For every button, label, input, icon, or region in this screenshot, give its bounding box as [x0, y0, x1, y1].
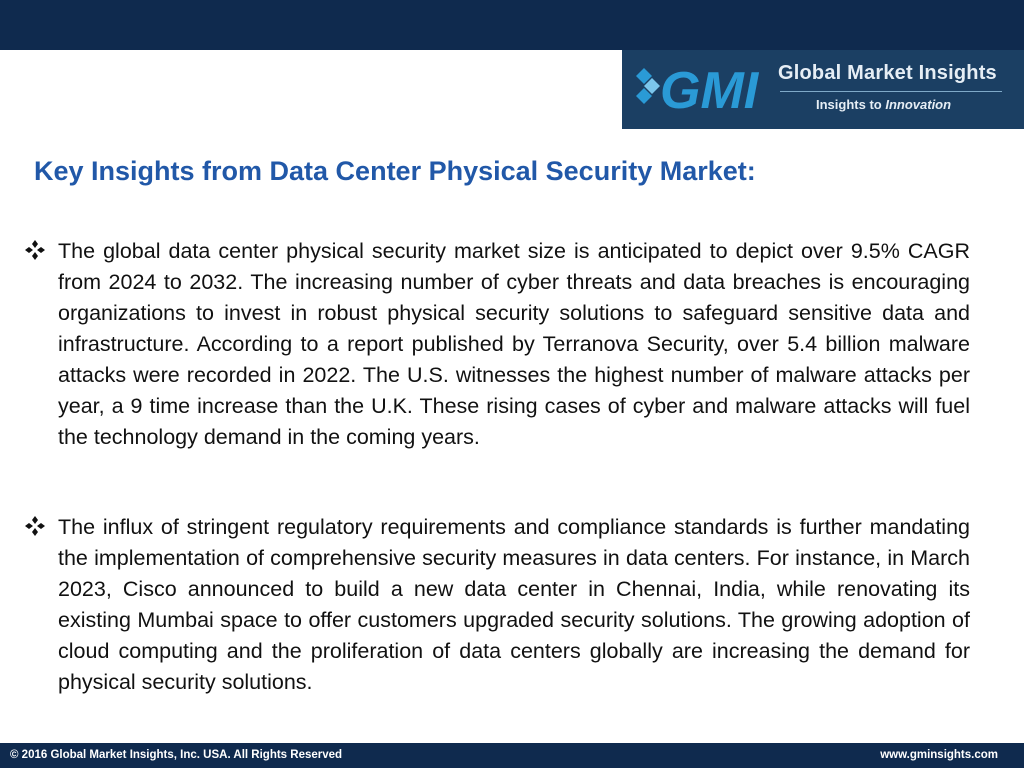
page-title: Key Insights from Data Center Physical Security Market: — [34, 156, 756, 186]
logo-company-name: Global Market Insights — [778, 62, 997, 84]
insight-bullet — [24, 236, 970, 453]
footer-copyright: © 2016 Global Market Insights, Inc. USA. All Rights Reserved — [10, 749, 343, 761]
diamond-bullet-icon — [24, 239, 46, 261]
logo-tagline-emphasis: Innovation — [885, 97, 952, 112]
gmi-logo-mark-icon — [630, 58, 780, 120]
insight-text: The influx of stringent regulatory requirements and compliance standards is further mandating the implementation of comprehensive security measures in data centers. For instance, in March 2023, Cisco announced to build a new data center in Chennai, India, while renovating its existing Mumbai space to offer customers upgraded security solutions. The growing adoption of cloud computing and the proliferation of data centers globally are increasing the demand for physical security solutions. — [58, 515, 970, 694]
gmi-logo — [622, 50, 1024, 129]
logo-tagline-prefix: Insights to — [816, 97, 886, 112]
footer-bar — [0, 743, 1024, 768]
logo-mark-text: GMI — [660, 62, 759, 120]
insight-text: The global data center physical security market size is anticipated to depict over 9.5% CAGR from 2024 to 2032. The increasing number of cyber threats and data breaches is encouraging organizations to invest in robust physical security solutions to safeguard sensitive data and infrastructure. According to a report published by Terranova Security, over 5.4 billion malware attacks were recorded in 2022. The U.S. witnesses the highest number of malware attacks per year, a 9 time increase than the U.K. These rising cases of cyber and malware attacks will fuel the technology demand in the coming years. — [58, 239, 970, 449]
footer-website-link[interactable]: www.gminsights.com — [880, 749, 998, 761]
insight-bullet — [24, 512, 970, 698]
logo-divider — [780, 91, 1002, 92]
logo-tagline — [816, 97, 951, 112]
top-banner-bar — [0, 0, 1024, 50]
diamond-bullet-icon — [24, 515, 46, 537]
